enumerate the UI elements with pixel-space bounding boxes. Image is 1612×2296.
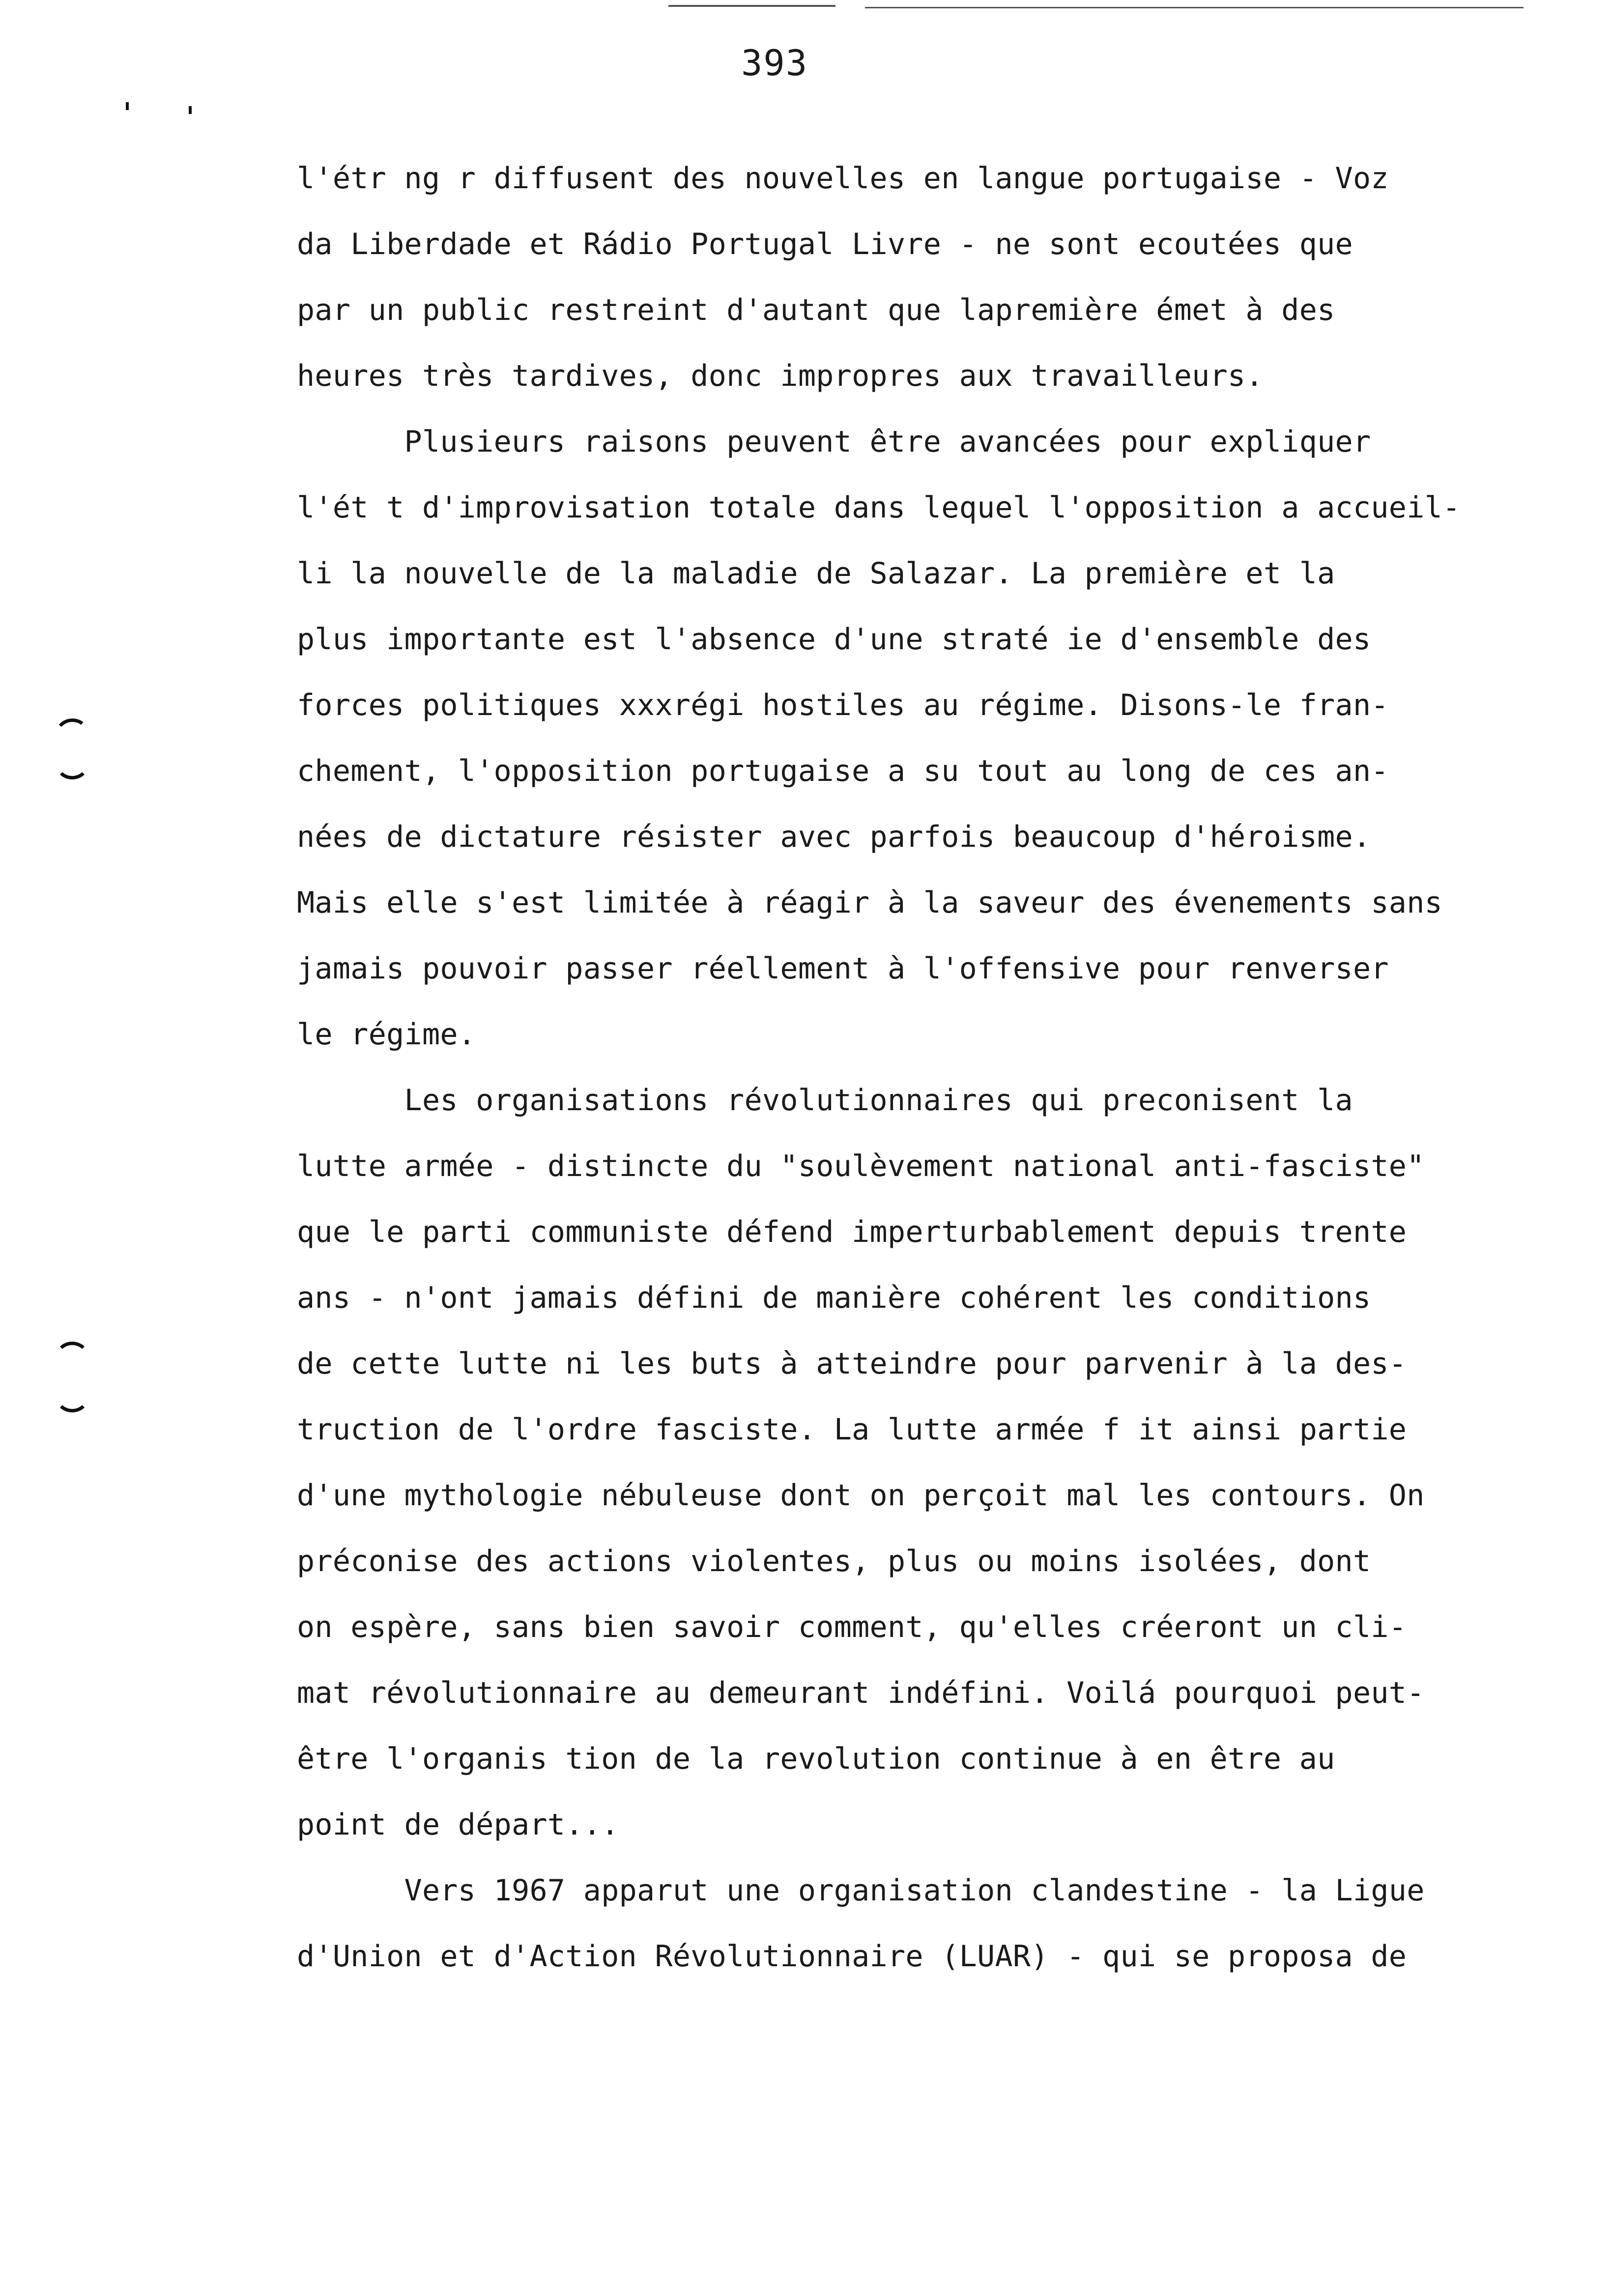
text-line: l'ét t d'improvisation totale dans lequel l'opposition a accueil- bbox=[297, 490, 1461, 525]
margin-bracket-mark bbox=[55, 1342, 89, 1374]
text-line: ans - n'ont jamais défini de manière cohérent les conditions bbox=[297, 1281, 1371, 1315]
text-line: jamais pouvoir passer réellement à l'offensive pour renverser bbox=[297, 951, 1389, 986]
text-line: préconise des actions violentes, plus ou moins isolées, dont bbox=[297, 1544, 1371, 1578]
text-line: on espère, sans bien savoir comment, qu'elles créeront un cli- bbox=[297, 1610, 1407, 1644]
margin-bracket-mark bbox=[55, 747, 89, 779]
text-line: d'Union et d'Action Révolutionnaire (LUAR) - qui se proposa de bbox=[297, 1939, 1407, 1974]
text-line: l'étr ng r diffusent des nouvelles en langue portugaise - Voz bbox=[297, 161, 1389, 196]
text-line: nées de dictature résister avec parfois beaucoup d'héroisme. bbox=[297, 820, 1371, 854]
text-line: chement, l'opposition portugaise a su tout au long de ces an- bbox=[297, 754, 1389, 788]
text-line: truction de l'ordre fasciste. La lutte armée f it ainsi partie bbox=[297, 1412, 1407, 1447]
text-line: heures très tardives, donc impropres aux travailleurs. bbox=[297, 359, 1264, 393]
text-line: être l'organis tion de la revolution continue à en être au bbox=[297, 1742, 1335, 1776]
text-line: Vers 1967 apparut une organisation clandestine - la Ligue bbox=[297, 1873, 1425, 1908]
text-line: de cette lutte ni les buts à atteindre pour parvenir à la des- bbox=[297, 1347, 1407, 1381]
text-line: li la nouvelle de la maladie de Salazar. La première et la bbox=[297, 556, 1335, 591]
text-line: plus importante est l'absence d'une straté ie d'ensemble des bbox=[297, 622, 1371, 657]
text-line: le régime. bbox=[297, 1017, 476, 1052]
text-line: forces politiques xxxrégi hostiles au régime. Disons-le fran- bbox=[297, 688, 1389, 722]
text-line: que le parti communiste défend imperturbablement depuis trente bbox=[297, 1215, 1407, 1249]
text-line: Plusieurs raisons peuvent être avancées pour expliquer bbox=[297, 425, 1371, 459]
body-text bbox=[297, 145, 1599, 1989]
text-line: Mais elle s'est limitée à réagir à la saveur des évenements sans bbox=[297, 886, 1443, 920]
top-rule-right bbox=[865, 7, 1524, 8]
text-line: mat révolutionnaire au demeurant indéfini. Voilá pourquoi peut- bbox=[297, 1676, 1425, 1710]
text-line: da Liberdade et Rádio Portugal Livre - ne sont ecoutées que bbox=[297, 227, 1353, 261]
text-line: lutte armée - distincte du "soulèvement national anti-fasciste" bbox=[297, 1149, 1425, 1183]
page-number: 393 bbox=[741, 42, 808, 84]
text-line: point de départ... bbox=[297, 1808, 619, 1842]
margin-tick-mark bbox=[189, 106, 192, 114]
text-line: Les organisations révolutionnaires qui preconisent la bbox=[297, 1083, 1353, 1118]
text-line: par un public restreint d'autant que lapremière émet à des bbox=[297, 293, 1335, 327]
margin-bracket-mark bbox=[55, 1380, 89, 1412]
top-rule-left bbox=[668, 5, 835, 7]
text-line: d'une mythologie nébuleuse dont on perçoit mal les contours. On bbox=[297, 1478, 1425, 1513]
margin-tick-mark bbox=[126, 102, 129, 110]
